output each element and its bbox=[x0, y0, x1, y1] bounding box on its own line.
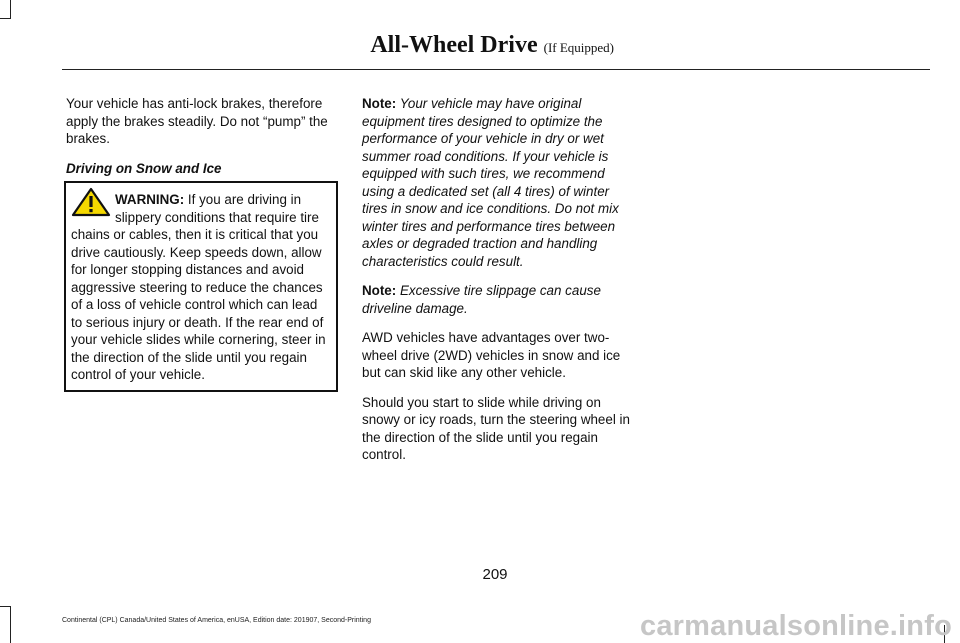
awd-paragraph: AWD vehicles have advantages over two-wheel drive (2WD) vehicles in snow and ice but can skid like any other vehicle. bbox=[362, 330, 621, 380]
left-column bbox=[66, 95, 336, 189]
warning-box bbox=[64, 181, 338, 392]
warning-label: WARNING: bbox=[115, 192, 185, 207]
page-number: 209 bbox=[482, 566, 508, 583]
note-2-label: Note: bbox=[362, 283, 397, 298]
crop-mark-top-left-v bbox=[10, 0, 11, 18]
warning-text: If you are driving in slippery conditions that require tire chains or cables, then it is critical that you drive cautiously. Keep speeds down, allow for longer stopping distances and avoid aggressive steering to reduce the chances of a loss of vehicle control which can lead to serious injury or death. If the rear end of your vehicle slides while cornering, steer in the direction of the slide until you regain control of your vehicle. bbox=[71, 192, 326, 382]
note-2 bbox=[362, 282, 632, 317]
crop-mark-bottom-left-v bbox=[10, 606, 11, 643]
section-title: All-Wheel Drive bbox=[370, 32, 538, 58]
section-subtitle: (If Equipped) bbox=[543, 40, 614, 55]
footer-edition-text: Continental (CPL) Canada/United States of America, enUSA, Edition date: 201907, Second-Printing bbox=[62, 617, 371, 624]
note-1-text: Your vehicle may have original equipment tires designed to optimize the performance of your vehicle in dry or wet summer road conditions. If your vehicle is equipped with such tires, we recommend using a dedicated set (all 4 tires) of winter tires in snow and ice conditions. Do not mix winter tires and performance tires between axles or degraded traction and handling characteristics could result. bbox=[362, 96, 619, 269]
right-column bbox=[362, 95, 632, 476]
note-1-label: Note: bbox=[362, 96, 397, 111]
warning-icon bbox=[71, 187, 111, 217]
page-title bbox=[370, 32, 614, 59]
header-rule bbox=[62, 69, 930, 70]
note-2-text: Excessive tire slippage can cause driveline damage. bbox=[362, 283, 601, 316]
crop-mark-bottom-left-h bbox=[0, 606, 11, 607]
section-heading: Driving on Snow and Ice bbox=[66, 160, 222, 176]
slide-paragraph: Should you start to slide while driving on snowy or icy roads, turn the steering wheel in the direction of the slide until you regain control. bbox=[362, 394, 630, 462]
crop-mark-top-left-h bbox=[0, 18, 11, 19]
intro-paragraph: Your vehicle has anti-lock brakes, therefore apply the brakes steadily. Do not “pump” the brakes. bbox=[66, 96, 328, 146]
watermark-logo: carmanualsonline.info bbox=[640, 610, 952, 642]
note-1 bbox=[362, 95, 632, 270]
